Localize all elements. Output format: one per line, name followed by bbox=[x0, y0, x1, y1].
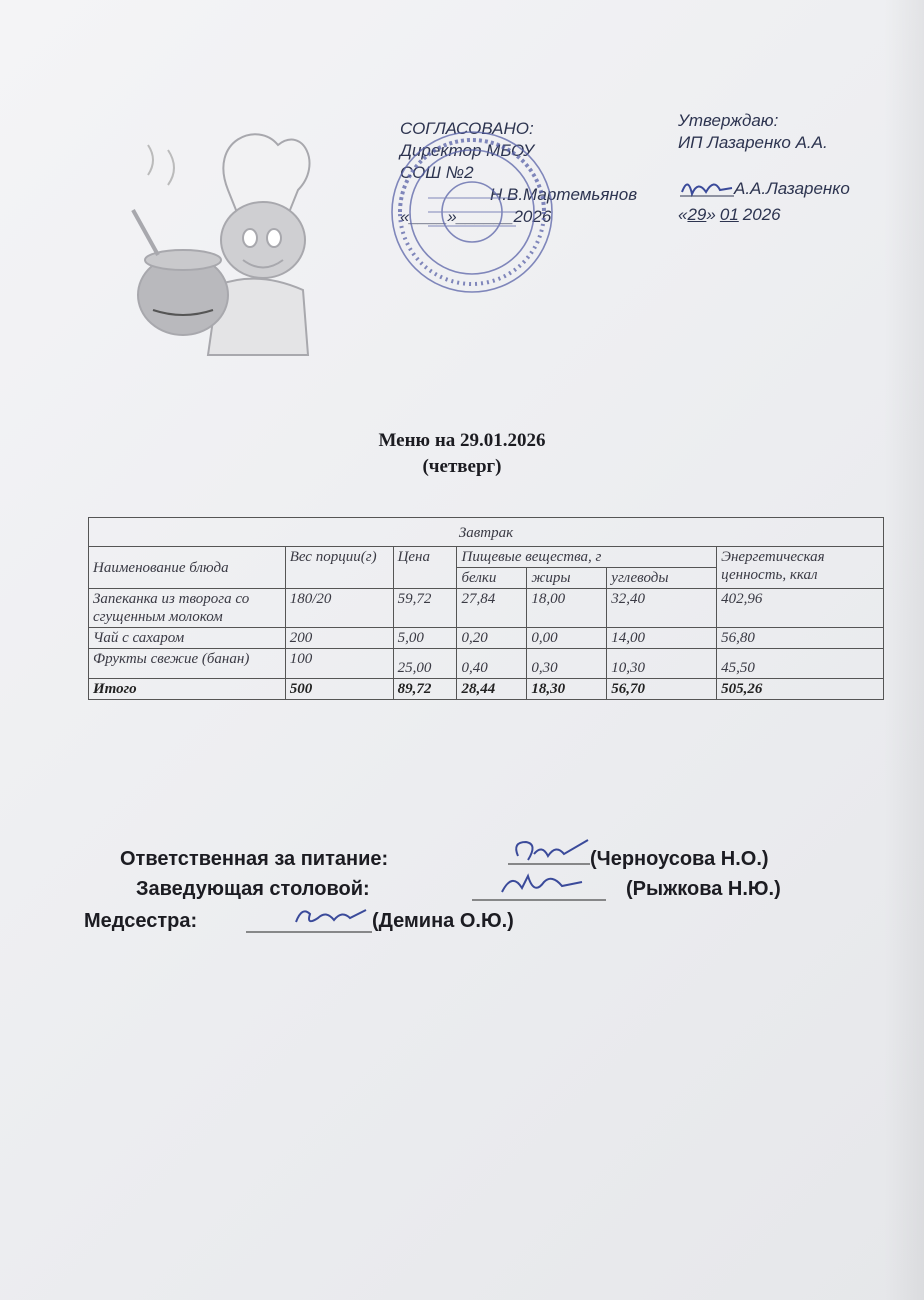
confirmation-signer: А.А.Лазаренко bbox=[734, 179, 850, 198]
cell-proteins: 27,84 bbox=[457, 589, 527, 628]
cell-price: 59,72 bbox=[393, 589, 457, 628]
header-name: Наименование блюда bbox=[89, 547, 286, 589]
nurse-label: Медсестра: bbox=[84, 910, 198, 932]
confirmation-company: ИП Лазаренко А.А. bbox=[678, 133, 828, 152]
header-weight: Вес порции(г) bbox=[285, 547, 393, 589]
cell-weight: 180/20 bbox=[285, 589, 393, 628]
cell-weight: 200 bbox=[285, 628, 393, 649]
cell-fats: 0,30 bbox=[527, 649, 607, 679]
confirmation-date-day: 29 bbox=[687, 205, 707, 224]
cell-carbs: 32,40 bbox=[607, 589, 717, 628]
nutrition-label: Ответственная за питание: bbox=[120, 848, 389, 870]
cell-carbs: 14,00 bbox=[607, 628, 717, 649]
school-stamp bbox=[388, 128, 556, 296]
header-energy: Энергетическая ценность, ккал bbox=[717, 547, 884, 589]
menu-title-weekday: (четверг) bbox=[422, 456, 502, 477]
header-nutrients: Пищевые вещества, г bbox=[457, 547, 717, 568]
cell-energy: 402,96 bbox=[717, 589, 884, 628]
nurse-name: (Демина О.Ю.) bbox=[372, 910, 514, 932]
cell-fats: 0,00 bbox=[527, 628, 607, 649]
approval-director-name: Н.В.Мартемьянов bbox=[490, 185, 638, 204]
total-carbs: 56,70 bbox=[607, 679, 717, 700]
cell-price: 25,00 bbox=[393, 649, 457, 679]
approval-school: СОШ №2 bbox=[400, 163, 474, 182]
confirmation-block: Утверждаю: ИП Лазаренко А.А. А.А.Лазаренко «29» 01 2026 bbox=[678, 111, 850, 224]
cell-name: Фрукты свежие (банан) bbox=[89, 649, 286, 679]
header-proteins: белки bbox=[457, 568, 527, 589]
header-fats: жиры bbox=[527, 568, 607, 589]
approval-heading: СОГЛАСОВАНО: bbox=[400, 119, 534, 138]
header-carbs: углеводы bbox=[607, 568, 717, 589]
total-proteins: 28,44 bbox=[457, 679, 527, 700]
total-fats: 18,30 bbox=[527, 679, 607, 700]
confirmation-signature bbox=[678, 174, 734, 200]
cell-energy: 56,80 bbox=[717, 628, 884, 649]
approval-position: Директор МБОУ bbox=[400, 141, 534, 160]
confirmation-date-year: 2026 bbox=[742, 205, 781, 224]
cell-proteins: 0,40 bbox=[457, 649, 527, 679]
canteen-name: (Рыжкова Н.Ю.) bbox=[626, 878, 781, 900]
confirmation-date-month: 01 bbox=[719, 205, 739, 224]
cell-price: 5,00 bbox=[393, 628, 457, 649]
chef-illustration bbox=[128, 120, 318, 360]
menu-title bbox=[0, 428, 924, 480]
confirmation-heading: Утверждаю: bbox=[678, 111, 779, 130]
canteen-signature bbox=[472, 868, 606, 902]
total-energy: 505,26 bbox=[717, 679, 884, 700]
menu-title-date: Меню на 29.01.2026 bbox=[378, 430, 546, 451]
header-price: Цена bbox=[393, 547, 457, 589]
meal-header: Завтрак bbox=[89, 518, 884, 547]
table-row bbox=[89, 649, 884, 679]
cell-name: Чай с сахаром bbox=[89, 628, 286, 649]
table-row bbox=[89, 589, 884, 628]
cell-energy: 45,50 bbox=[717, 649, 884, 679]
cell-name: Запеканка из творога со сгущенным молоком bbox=[89, 589, 286, 628]
nutrition-name: (Черноусова Н.О.) bbox=[590, 848, 769, 870]
cell-proteins: 0,20 bbox=[457, 628, 527, 649]
nutrition-signature bbox=[508, 836, 590, 870]
cell-weight: 100 bbox=[285, 649, 393, 679]
total-name: Итого bbox=[89, 679, 286, 700]
total-price: 89,72 bbox=[393, 679, 457, 700]
cell-fats: 18,00 bbox=[527, 589, 607, 628]
paper-edge-shadow bbox=[884, 0, 924, 1300]
canteen-label: Заведующая столовой: bbox=[136, 878, 370, 900]
approval-date: «____»______2026 bbox=[400, 207, 552, 226]
menu-table bbox=[88, 517, 884, 700]
table-row bbox=[89, 628, 884, 649]
cell-carbs: 10,30 bbox=[607, 649, 717, 679]
total-weight: 500 bbox=[285, 679, 393, 700]
nurse-signature bbox=[246, 900, 372, 934]
total-row bbox=[89, 679, 884, 700]
